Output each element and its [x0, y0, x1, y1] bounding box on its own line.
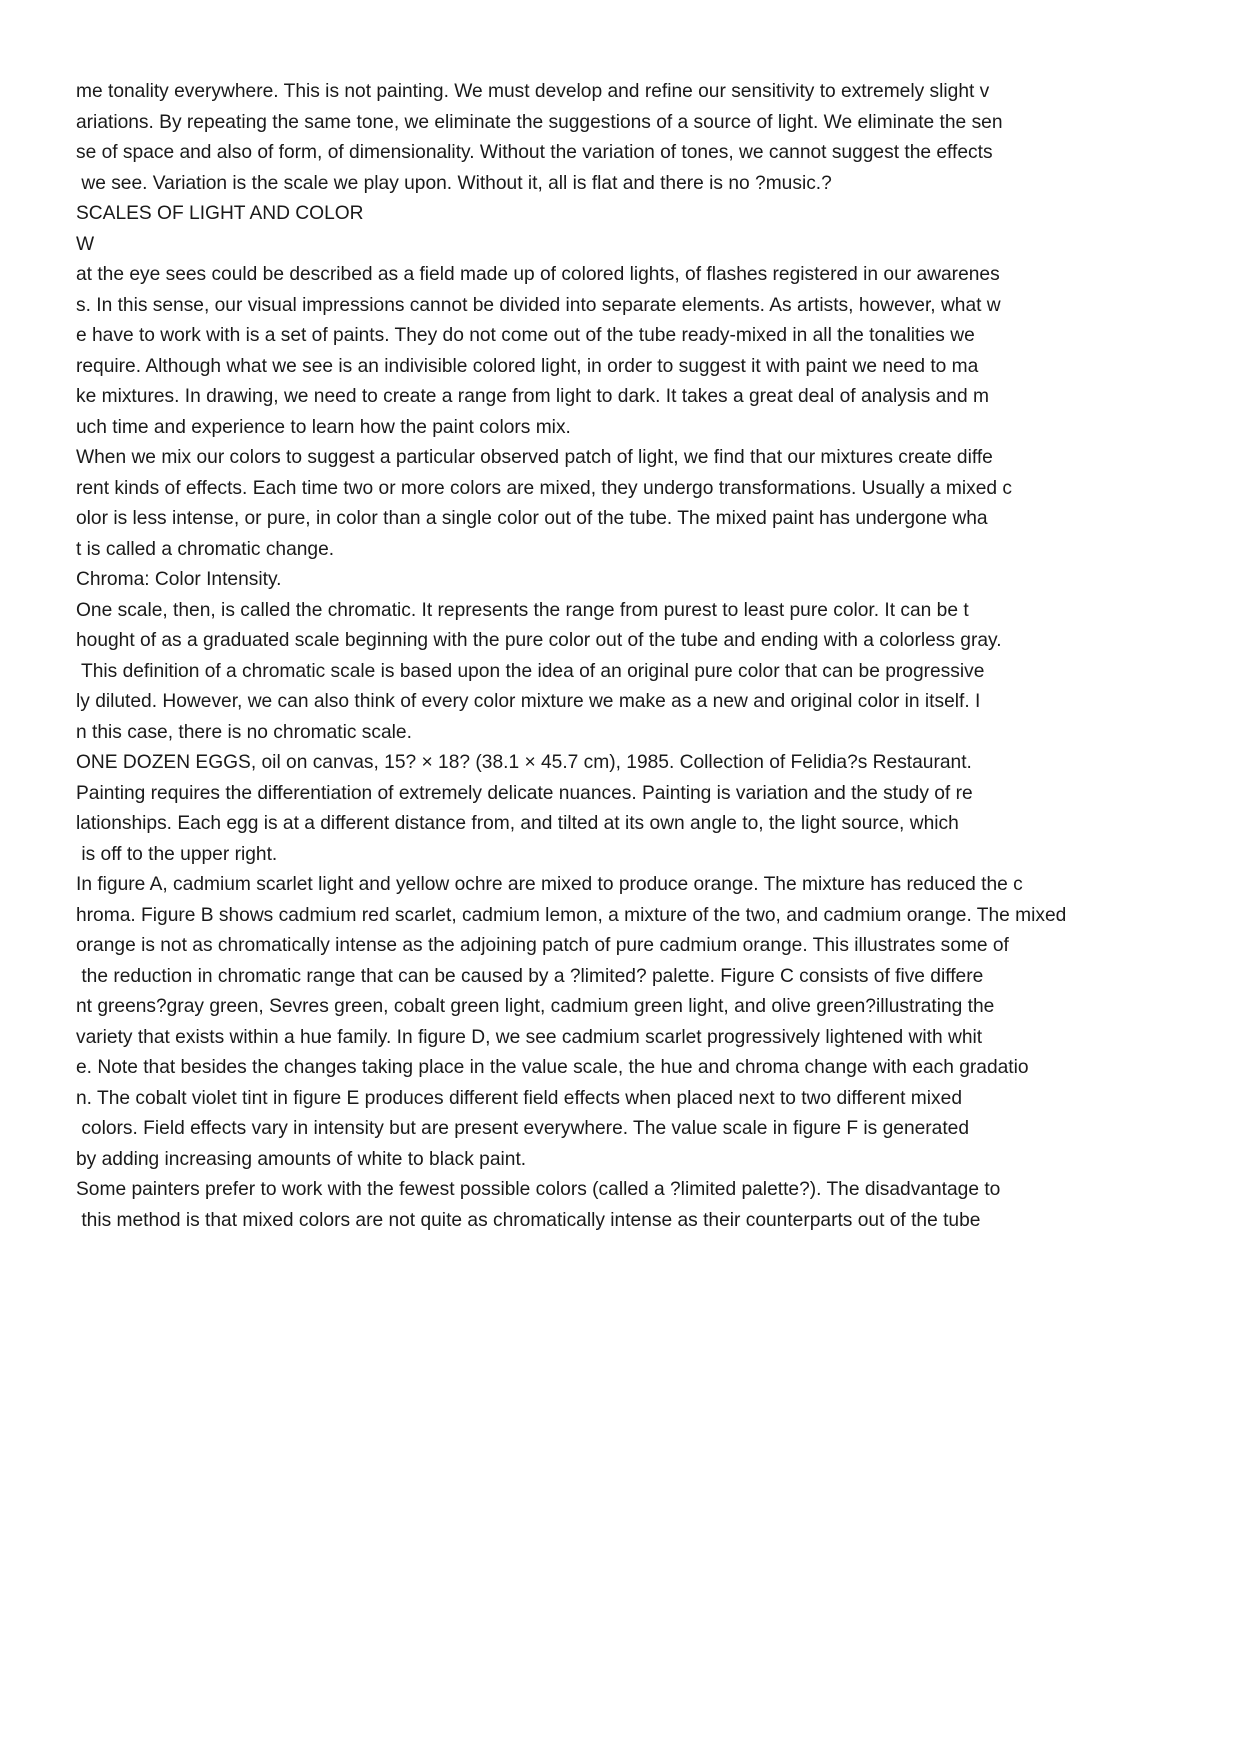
caption-line: ONE DOZEN EGGS, oil on canvas, 15? × 18? (38.1 × 45.7 cm), 1985. Collection of Felidia?s Restaurant. — [76, 752, 972, 773]
text-line: In figure A, cadmium scarlet light and yellow ochre are mixed to produce orange. The mixture has reduced the c — [76, 874, 1023, 895]
text-line: One scale, then, is called the chromatic. It represents the range from purest to least pure color. It can be t — [76, 599, 969, 621]
text-line: me tonality everywhere. This is not painting. We must develop and refine our sensitivity to extremely slight v — [76, 81, 990, 102]
text-line: olor is less intense, or pure, in color than a single color out of the tube. The mixed paint has undergone wha — [76, 508, 988, 529]
text-line: Painting requires the differentiation of extremely delicate nuances. Painting is variation and the study of re — [76, 782, 973, 804]
text-line: hroma. Figure B shows cadmium red scarlet, cadmium lemon, a mixture of the two, and cadmium orange. The mixed — [76, 904, 1067, 926]
text-line: rent kinds of effects. Each time two or more colors are mixed, they undergo transformations. Usually a mixed c — [76, 477, 1012, 499]
text-line: n this case, there is no chromatic scale. — [76, 721, 412, 743]
text-line: s. In this sense, our visual impressions cannot be divided into separate elements. As artists, however, what w — [76, 294, 1001, 316]
drop-letter: W — [76, 233, 95, 255]
text-line: uch time and experience to learn how the paint colors mix. — [76, 416, 571, 438]
text-line: lationships. Each egg is at a different distance from, and tilted at its own angle to, the light source, which — [76, 813, 959, 834]
text-line: nt greens?gray green, Sevres green, cobalt green light, cadmium green light, and olive green?illustrating the — [76, 996, 995, 1017]
text-line: at the eye sees could be described as a field made up of colored lights, of flashes registered in our awarenes — [76, 264, 1000, 285]
text-line: we see. Variation is the scale we play upon. Without it, all is flat and there is no ?music.? — [76, 172, 832, 194]
text-line: this method is that mixed colors are not quite as chromatically intense as their counterparts out of the tube — [76, 1209, 981, 1231]
text-line: n. The cobalt violet tint in figure E produces different field effects when placed next to two different mixed — [76, 1087, 962, 1109]
document-page — [76, 77, 1206, 1236]
text-line: se of space and also of form, of dimensionality. Without the variation of tones, we cannot suggest the effects — [76, 142, 993, 163]
text-line: hought of as a graduated scale beginning with the pure color out of the tube and ending with a colorless gray. — [76, 630, 1002, 651]
text-line: This definition of a chromatic scale is based upon the idea of an original pure color that can be progressive — [76, 660, 985, 682]
text-line: by adding increasing amounts of white to black paint. — [76, 1148, 527, 1170]
text-line: is off to the upper right. — [76, 843, 278, 865]
text-line: When we mix our colors to suggest a particular observed patch of light, we find that our mixtures create diffe — [76, 447, 993, 468]
section-heading: SCALES OF LIGHT AND COLOR — [76, 203, 364, 224]
text-line: e. Note that besides the changes taking place in the value scale, the hue and chroma change with each gradatio — [76, 1057, 1029, 1078]
text-line: ly diluted. However, we can also think of every color mixture we make as a new and original color in itself. I — [76, 691, 981, 712]
text-line: ke mixtures. In drawing, we need to create a range from light to dark. It takes a great deal of analysis and m — [76, 386, 989, 407]
text-line: orange is not as chromatically intense as the adjoining patch of pure cadmium orange. This illustrates some of — [76, 935, 1009, 956]
text-line: the reduction in chromatic range that can be caused by a ?limited? palette. Figure C consists of five differe — [76, 965, 984, 987]
subheading: Chroma: Color Intensity. — [76, 569, 282, 590]
text-line: colors. Field effects vary in intensity but are present everywhere. The value scale in figure F is generated — [76, 1118, 970, 1139]
text-line: ariations. By repeating the same tone, we eliminate the suggestions of a source of light. We eliminate the sen — [76, 111, 1003, 133]
text-line: variety that exists within a hue family. In figure D, we see cadmium scarlet progressively lightened with whit — [76, 1026, 983, 1048]
text-line: Some painters prefer to work with the fewest possible colors (called a ?limited palette?). The disadvantage to — [76, 1179, 1001, 1200]
text-line: t is called a chromatic change. — [76, 538, 335, 560]
text-line: require. Although what we see is an indivisible colored light, in order to suggest it with paint we need to ma — [76, 355, 979, 377]
text-line: e have to work with is a set of paints. They do not come out of the tube ready-mixed in all the tonalities we — [76, 325, 975, 346]
